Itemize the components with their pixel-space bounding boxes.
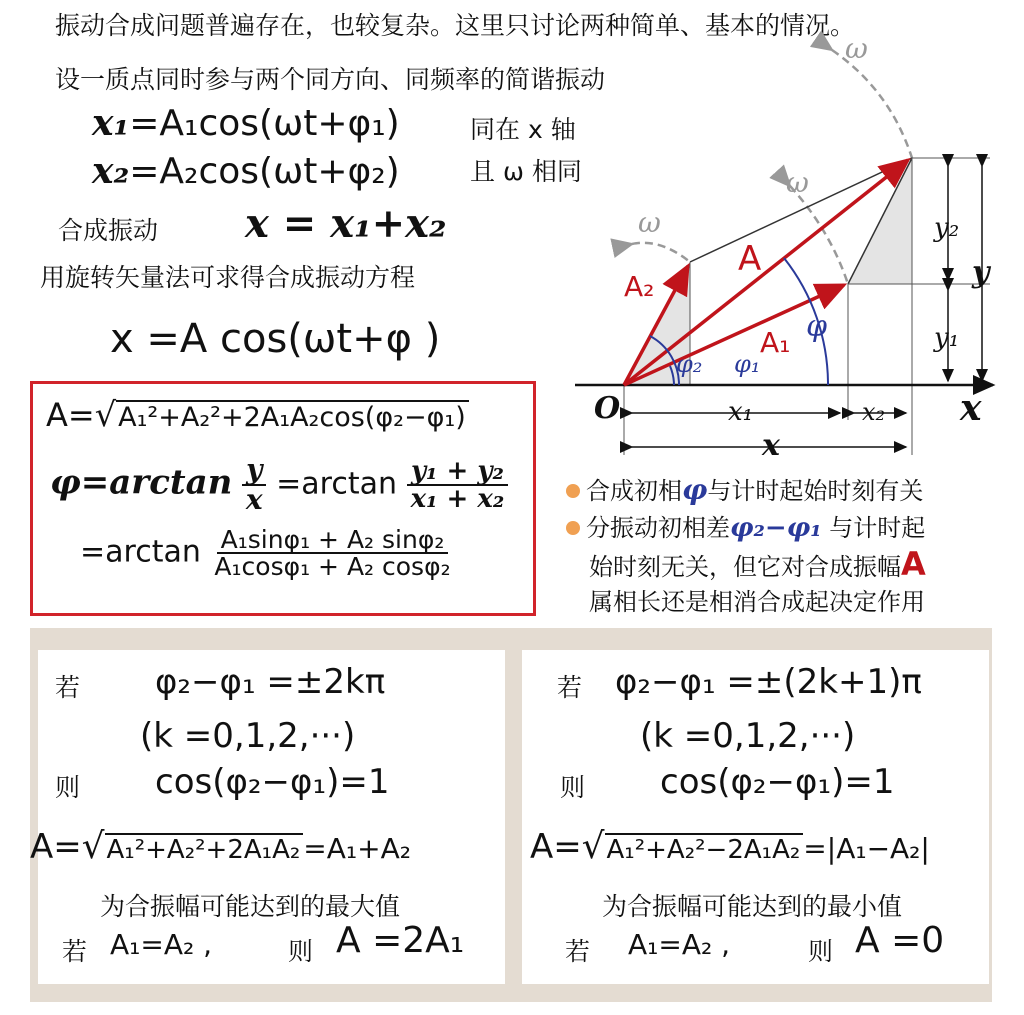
phase-formula-1	[50, 453, 508, 516]
right-amp-radicand: A₁²+A₂²−2A₁A₂	[605, 833, 804, 865]
right-equal-cond: A₁=A₂ ,	[628, 928, 731, 961]
fraction-y-over-x	[242, 453, 267, 516]
right-amplitude	[530, 826, 930, 867]
intro-line-1: 振动合成问题普遍存在，也较复杂。这里只讨论两种简单、基本的情况。	[55, 11, 856, 40]
bullet-1-pre: 合成初相	[586, 477, 682, 505]
equation-sum: x = x₁+x₂	[245, 200, 447, 247]
left-amplitude	[30, 826, 411, 867]
right-result: A =0	[855, 920, 945, 961]
bullet-2-amp: A	[901, 545, 926, 583]
label-phi2: φ₂	[676, 350, 703, 378]
bullet-dot-icon	[566, 484, 580, 498]
omega-label-a1: ω	[786, 166, 809, 199]
right-amp-rhs: =|A₁−A₂|	[803, 832, 930, 865]
left-description: 为合振幅可能达到的最大值	[100, 892, 401, 921]
fraction-y-sum	[407, 458, 509, 512]
left-cos-eq: cos(φ₂−φ₁)=1	[155, 762, 390, 802]
bullet-1	[566, 471, 923, 506]
omega-arc-a2	[632, 243, 690, 262]
rotating-vector-diagram	[565, 20, 1005, 470]
intro-line-2: 设一质点同时参与两个同方向、同频率的简谐振动	[55, 65, 606, 94]
label-x1: x₁	[728, 397, 754, 427]
frac-num: A₁sinφ₁ + A₂ sinφ₂	[217, 527, 449, 554]
label-a2: A₂	[624, 270, 655, 303]
left-amp-radicand: A₁²+A₂²+2A₁A₂	[105, 833, 304, 865]
phase-formula-2	[80, 527, 455, 579]
right-k-range: (k =0,1,2,···)	[640, 716, 856, 756]
right-ruo: 若	[557, 673, 583, 702]
x1-rhs: =A₁cos(ωt+φ₁)	[129, 103, 400, 144]
label-phi1: φ₁	[734, 350, 761, 378]
bullet-2	[566, 508, 925, 543]
left-ruo: 若	[55, 673, 81, 702]
omega-label-a: ω	[845, 32, 868, 65]
left-k-range: (k =0,1,2,···)	[140, 716, 356, 756]
frac-den: A₁cosφ₁ + A₂ cosφ₂	[214, 552, 451, 581]
label-x-total: x	[762, 428, 780, 463]
frac-num: y	[242, 456, 266, 486]
fraction-amplitudes	[210, 527, 454, 579]
label-y1: y₁	[934, 323, 960, 353]
label-x2: x₂	[862, 398, 886, 426]
label-phi: φ	[806, 309, 828, 344]
bullet-2-line2-text: 始时刻无关，但它对合成振幅	[589, 553, 901, 581]
phi-lhs: φ=arctan	[50, 462, 233, 503]
bullet-2-line-2	[589, 545, 926, 583]
equation-result: x =A cos(ωt+φ )	[110, 316, 441, 362]
left-condition: φ₂−φ₁ =±2kπ	[155, 662, 386, 702]
omega-arc-a1	[790, 186, 848, 284]
right-condition: φ₂−φ₁ =±(2k+1)π	[615, 662, 922, 702]
right-ze: 则	[560, 773, 586, 802]
right-if: 若	[565, 937, 591, 966]
equation-x1	[92, 102, 400, 144]
sqrt-sign: √	[94, 395, 117, 434]
x1-lhs: x₁	[92, 102, 130, 144]
synthesis-label: 合成振动	[58, 216, 159, 245]
left-amp-lhs: A=	[30, 827, 82, 867]
note-same-axis: 同在 x 轴	[470, 115, 576, 144]
left-then: 则	[288, 937, 314, 966]
label-origin: O	[594, 391, 621, 426]
omega-arc-a	[832, 50, 912, 158]
frac-num: y₁ + y₂	[407, 458, 508, 486]
left-if: 若	[62, 937, 88, 966]
label-a1: A₁	[760, 326, 791, 359]
left-ze: 则	[55, 773, 81, 802]
label-y2: y₂	[934, 213, 960, 243]
left-result: A =2A₁	[336, 920, 465, 961]
right-amp-lhs: A=	[530, 827, 582, 867]
label-a: A	[738, 239, 762, 279]
bullet-1-post: 与计时起始时刻有关	[707, 477, 924, 505]
frac-den: x₁ + x₂	[410, 484, 505, 514]
left-equal-cond: A₁=A₂ ,	[110, 928, 213, 961]
sqrt-sign: √	[81, 826, 105, 867]
amp-radicand: A₁²+A₂²+2A₁A₂cos(φ₂−φ₁)	[116, 400, 469, 433]
label-y-total: y	[972, 255, 990, 290]
frac-den: x	[245, 483, 263, 516]
bullet-2-sym: φ₂−φ₁	[730, 513, 822, 543]
method-text: 用旋转矢量法可求得合成振动方程	[40, 263, 416, 292]
right-cos-eq: cos(φ₂−φ₁)=1	[660, 762, 895, 802]
label-x-axis: x	[960, 387, 982, 429]
left-amp-rhs: =A₁+A₂	[303, 832, 411, 865]
bullet-dot-icon	[566, 521, 580, 535]
right-description: 为合振幅可能达到的最小值	[602, 892, 903, 921]
equation-x2	[92, 150, 400, 192]
omega-label-a2: ω	[638, 206, 661, 239]
amp-lhs: A=	[46, 396, 95, 434]
x2-lhs: x₂	[92, 150, 130, 192]
sqrt-sign: √	[581, 826, 605, 867]
bullet-2-pre: 分振动初相差	[586, 514, 730, 542]
phi2-lhs: =arctan	[80, 534, 201, 570]
phi-mid: =arctan	[276, 466, 398, 502]
x2-rhs: =A₂cos(ωt+φ₂)	[129, 151, 400, 192]
note-same-omega: 且 ω 相同	[470, 157, 582, 186]
bullet-2-line-3: 属相长还是相消合成起决定作用	[589, 588, 925, 616]
amplitude-formula	[46, 395, 469, 434]
bullet-1-sym: φ	[682, 473, 708, 506]
bullet-2-post: 与计时起	[821, 514, 926, 542]
right-then: 则	[808, 937, 834, 966]
